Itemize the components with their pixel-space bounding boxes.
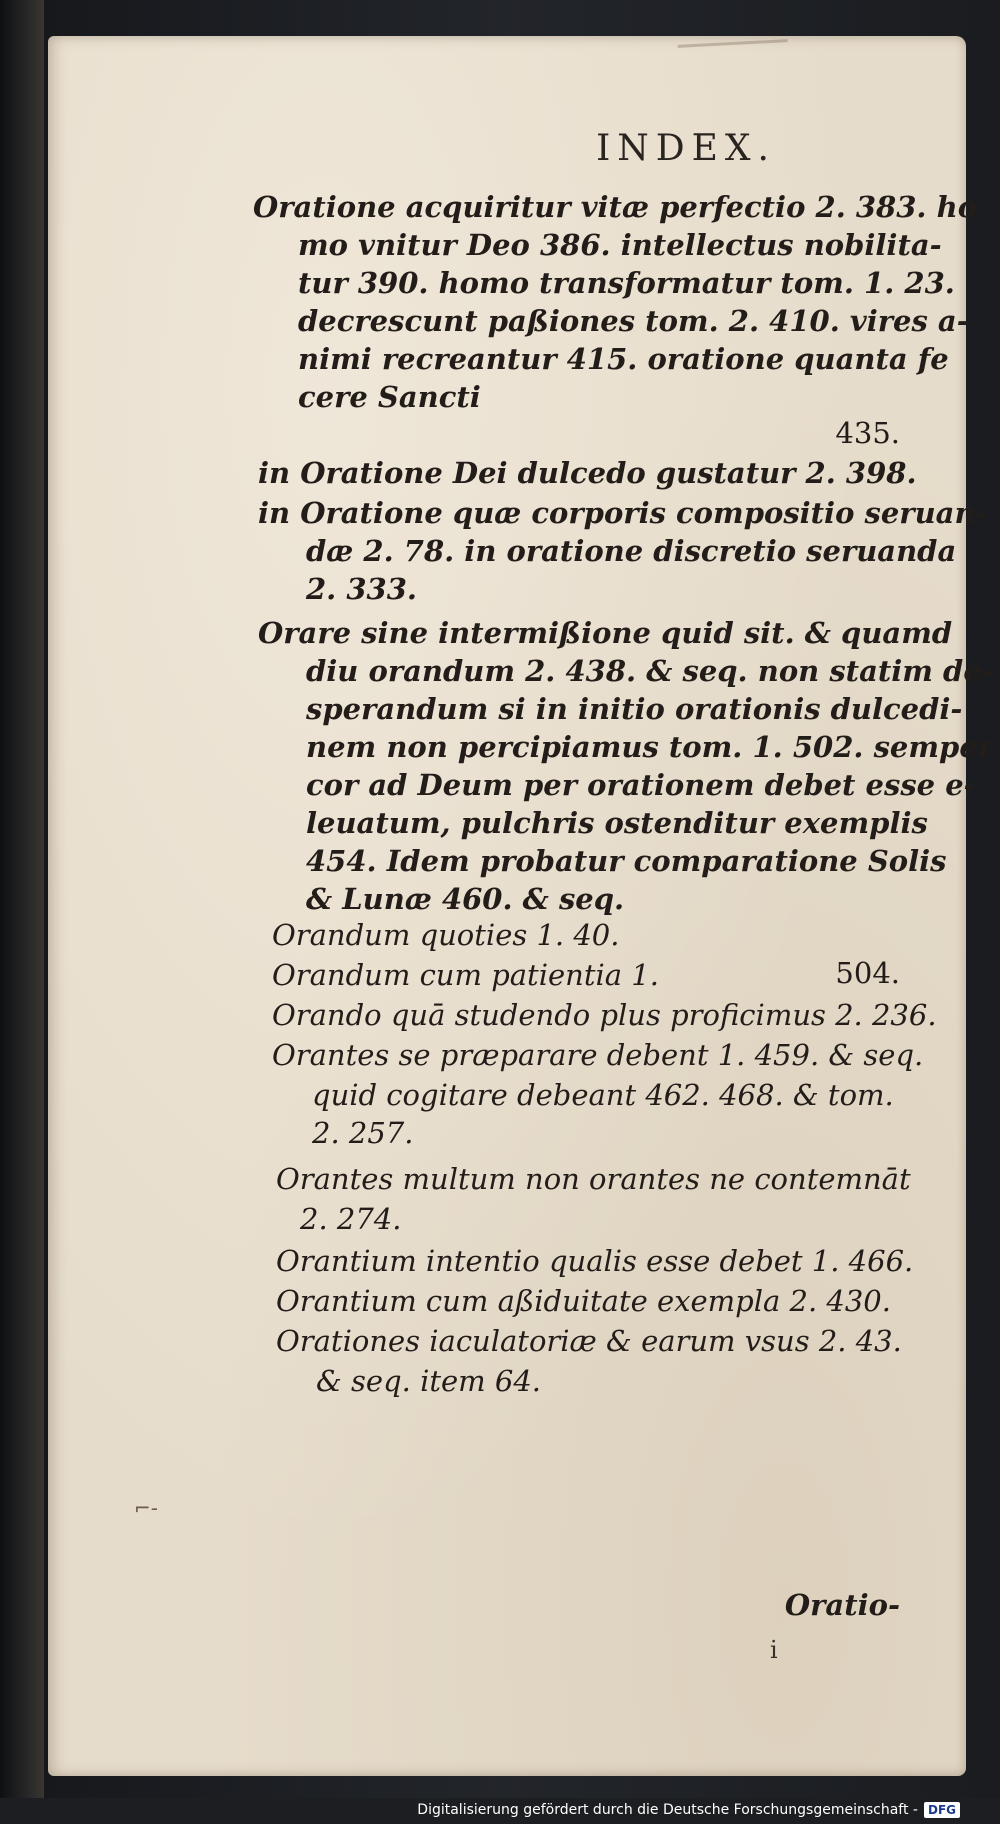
entry-line: nimi recreantur 415. oratione quanta fe [298,342,949,376]
entry-line: mo vnitur Deo 386. intellectus nobilita- [298,228,942,262]
index-entry-orandum-cum-patientia [272,956,659,994]
index-entry-orantium-assiduitate [276,1282,891,1320]
entry-line: 2. 257. [312,1116,414,1150]
credit-text: Digitalisierung gefördert durch die Deutsche Forschungsgemeinschaft - [417,1802,918,1818]
entry-line: decrescunt paßiones tom. 2. 410. vires a- [298,304,969,338]
index-entry-continuation [312,1076,894,1152]
index-entry-continuation [300,1200,401,1238]
index-entry-continuation [316,1362,541,1400]
entry-line: Orationes iaculatoriæ & earum vsus 2. 43. [276,1324,902,1358]
index-entry-orandum-quoties [272,916,619,954]
entry-line: Orandum quoties 1. 40. [272,918,620,952]
paper-tear [678,39,789,62]
book-binding [0,0,44,1798]
index-entry-orantium-intentio [276,1242,913,1280]
entry-line: nem non percipiamus tom. 1. 502. semper [306,730,994,764]
entry-line: cor ad Deum per orationem debet esse e- [306,768,976,802]
entry-line: Orandum cum patientia 1. [272,958,659,992]
entry-line: & Lunæ 460. & seq. [306,882,625,916]
entry-line: 2. 274. [300,1202,402,1236]
entry-line: leuatum, pulchris ostenditur exemplis [306,806,928,840]
entry-line: cere Sancti [298,380,481,414]
index-entry-corporis-compositio [258,494,988,532]
entry-line: Orantes multum non orantes ne contemnāt [276,1162,911,1196]
entry-line: tur 390. homo transformatur tom. 1. 23. [298,266,955,300]
margin-ink-mark: ⌐- [134,1496,158,1520]
entry-line: dæ 2. 78. in oratione discretio seruanda [306,534,957,568]
index-entry-continuation [306,532,956,608]
entry-line: Orantium intentio qualis esse debet 1. 466. [276,1244,914,1278]
entry-line: Orantes se præparare debent 1. 459. & seq. [272,1038,924,1072]
entry-line: Orantium cum aßiduitate exempla 2. 430. [276,1284,891,1318]
index-entry-oratione-acquiritur [253,188,977,226]
entry-line: Oratione acquiritur vitæ perfectio 2. 383. ho [253,190,978,224]
index-entry-orantes-multum [276,1160,911,1198]
index-entry-orando-studendo [272,996,937,1034]
book-page [48,36,994,1776]
signature-mark: i [770,1636,778,1664]
entry-line: sperandum si in initio orationis dulcedi- [306,692,963,726]
entry-line: 2. 333. [306,572,418,606]
page-reference: 435. [835,416,900,450]
entry-line: in Oratione quæ corporis compositio seruan- [258,496,988,530]
entry-line: quid cogitare debeant 462. 468. & tom. [312,1078,894,1112]
index-entry-continuation [306,652,994,918]
index-entry-orationes-iaculatoriae [276,1322,902,1360]
entry-line: Orare sine intermißione quid sit. & quamd [258,616,953,650]
index-entry-dei-dulcedo [258,454,917,492]
entry-line: diu orandum 2. 438. & seq. non statim de- [306,654,994,688]
index-entry-orare-sine-intermissione [258,614,952,652]
dfg-logo: DFG [924,1802,960,1818]
index-entry-continuation [298,226,969,416]
entry-line: Orando quā studendo plus proficimus 2. 236. [272,998,937,1032]
entry-line: in Oratione Dei dulcedo gustatur 2. 398. [258,456,917,490]
catchword: Oratio- [784,1588,900,1622]
index-entry-orantes-se-praeparare [272,1036,923,1074]
entry-line: & seq. item 64. [316,1364,542,1398]
digitization-credit [417,1802,960,1818]
page-reference: 504. [835,956,900,990]
running-head: INDEX. [596,128,776,169]
entry-line: 454. Idem probatur comparatione Solis [306,844,947,878]
